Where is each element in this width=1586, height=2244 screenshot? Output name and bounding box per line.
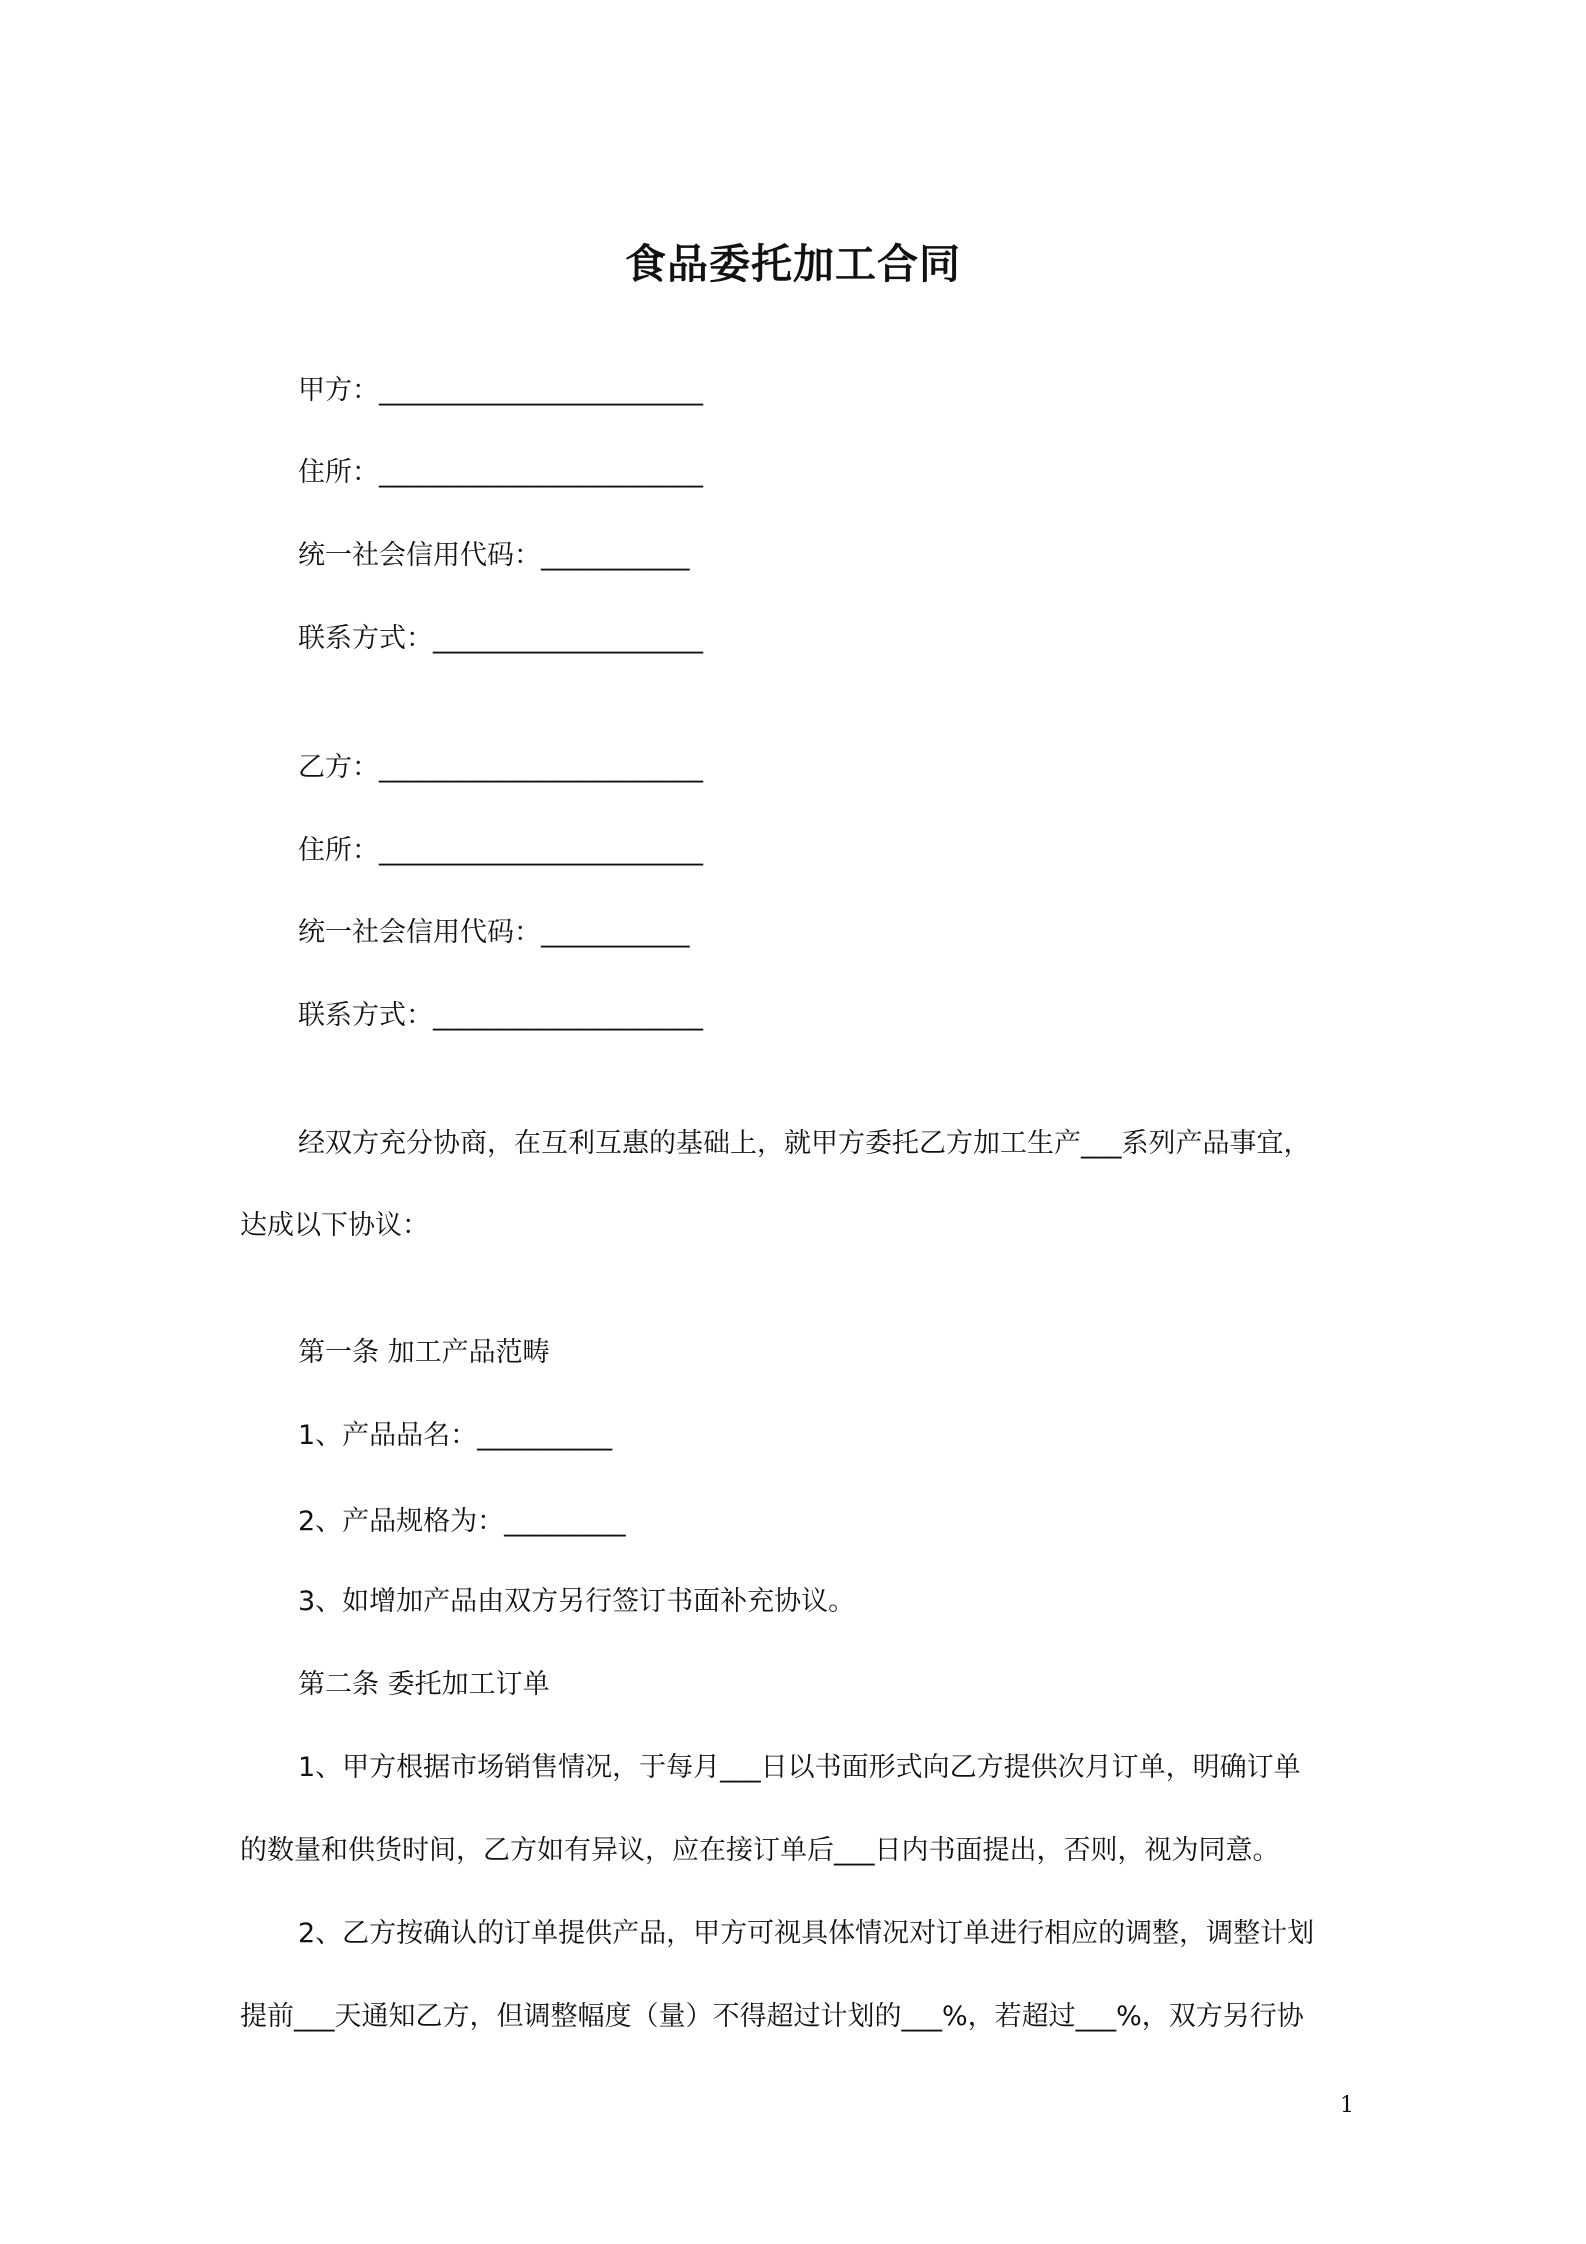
party-b-address-line: 住所：________________________ bbox=[298, 835, 703, 866]
article-2-item-2-line-2: 提前___天通知乙方，但调整幅度（量）不得超过计划的___%，若超过___%，双方另行协 bbox=[240, 2001, 1304, 2032]
document-title: 食品委托加工合同 bbox=[625, 240, 961, 288]
page-number: 1 bbox=[1340, 2093, 1354, 2118]
article-2-item-2-line-1: 2、乙方按确认的订单提供产品，甲方可视具体情况对订单进行相应的调整，调整计划 bbox=[298, 1918, 1315, 1949]
article-1-item-2: 2、产品规格为：_________ bbox=[298, 1506, 626, 1537]
article-1-heading: 第一条 加工产品范畴 bbox=[298, 1337, 550, 1368]
article-2-item-1-line-1: 1、甲方根据市场销售情况，于每月___日以书面形式向乙方提供次月订单，明确订单 bbox=[298, 1752, 1301, 1783]
party-a-credit-code-line: 统一社会信用代码：___________ bbox=[298, 540, 690, 571]
preamble-line-1: 经双方充分协商，在互利互惠的基础上，就甲方委托乙方加工生产___系列产品事宜， bbox=[298, 1128, 1311, 1159]
article-1-item-1: 1、产品品名：__________ bbox=[298, 1420, 613, 1451]
article-2-heading: 第二条 委托加工订单 bbox=[298, 1669, 550, 1700]
party-a-contact-line: 联系方式：____________________ bbox=[298, 623, 703, 654]
party-b-credit-code-line: 统一社会信用代码：___________ bbox=[298, 917, 690, 948]
article-2-item-1-line-2: 的数量和供货时间，乙方如有异议，应在接订单后___日内书面提出，否则，视为同意。 bbox=[240, 1835, 1280, 1866]
article-1-item-3: 3、如增加产品由双方另行签订书面补充协议。 bbox=[298, 1586, 856, 1617]
preamble-line-2: 达成以下协议： bbox=[240, 1210, 429, 1241]
party-a-address-line: 住所：________________________ bbox=[298, 457, 703, 488]
party-b-contact-line: 联系方式：____________________ bbox=[298, 1000, 703, 1031]
party-a-name-line: 甲方：________________________ bbox=[298, 375, 703, 406]
party-b-name-line: 乙方：________________________ bbox=[298, 752, 703, 783]
